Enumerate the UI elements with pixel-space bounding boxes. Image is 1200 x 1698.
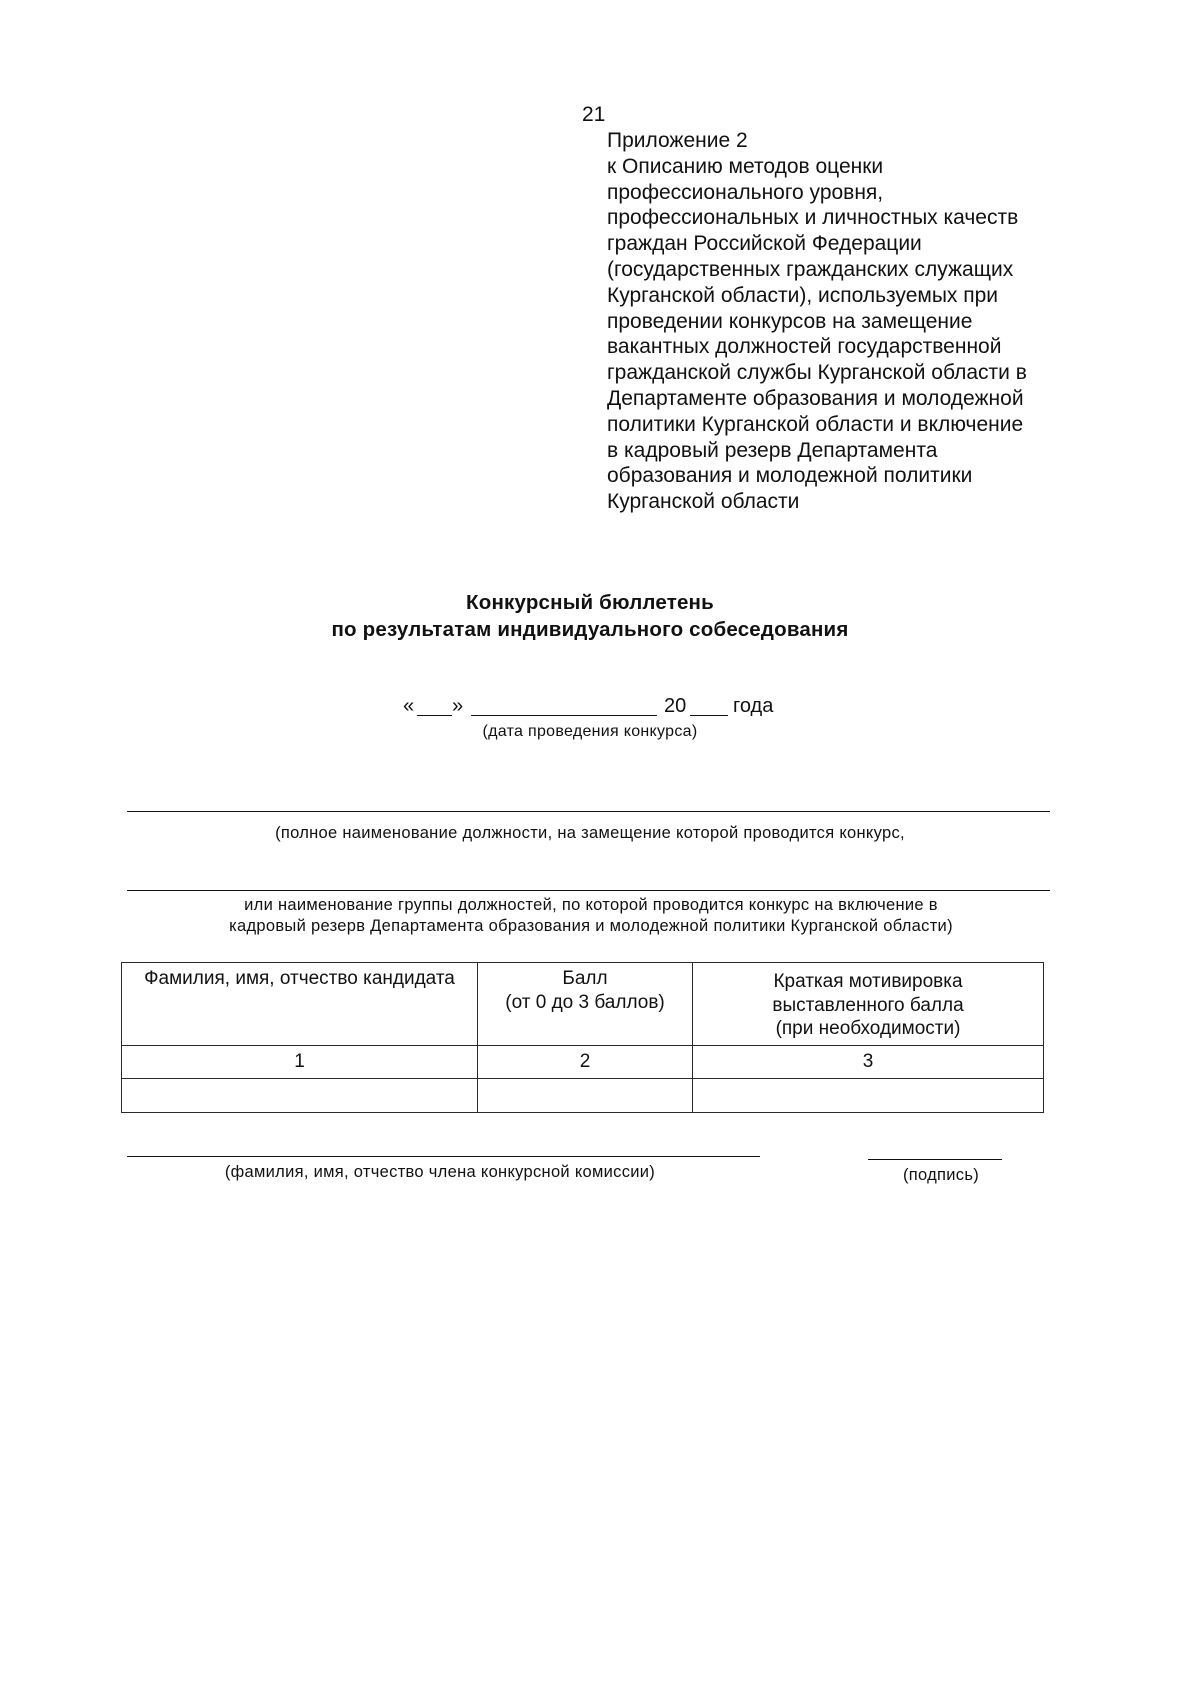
header-line: выставленного балла bbox=[772, 994, 964, 1016]
appendix-line: вакантных должностей государственной bbox=[607, 335, 1002, 359]
year-century: 20 bbox=[664, 695, 687, 717]
table-row bbox=[122, 1079, 1044, 1113]
day-blank-line bbox=[417, 715, 452, 716]
date-quote-open: « bbox=[403, 695, 415, 717]
column-number-row bbox=[122, 1046, 1044, 1079]
month-blank-line bbox=[471, 715, 657, 716]
ballot-heading bbox=[100, 589, 1080, 643]
header-line: Балл bbox=[562, 968, 608, 989]
commission-member-name-line bbox=[127, 1156, 760, 1157]
appendix-line: Курганской области), используемых при bbox=[607, 283, 999, 307]
date-quote-close: » bbox=[452, 695, 464, 717]
justification-cell bbox=[693, 1079, 1044, 1113]
year-word: года bbox=[733, 695, 774, 717]
appendix-line: (государственных гражданских служащих bbox=[607, 257, 1014, 281]
header-line: Фамилия, имя, отчество кандидата bbox=[144, 968, 455, 989]
year-blank-line bbox=[690, 715, 728, 716]
score-cell bbox=[478, 1079, 693, 1113]
header-line: (от 0 до 3 баллов) bbox=[505, 991, 665, 1013]
appendix-line: гражданской службы Курганской области в bbox=[607, 361, 1027, 385]
candidate-name-cell bbox=[122, 1079, 478, 1113]
appendix-line: Департаменте образования и молодежной bbox=[607, 386, 1024, 410]
column-number: 3 bbox=[693, 1046, 1044, 1079]
header-line: Краткая мотивировка bbox=[773, 971, 963, 992]
appendix-title: Приложение 2 bbox=[607, 129, 748, 152]
date-caption: (дата проведения конкурса) bbox=[482, 723, 698, 740]
appendix-line: в кадровый резерв Департамента bbox=[607, 438, 938, 462]
page-number: 21 bbox=[582, 103, 606, 126]
appendix-line: Курганской области bbox=[607, 490, 800, 514]
commission-member-name-caption: (фамилия, имя, отчество члена конкурсной комиссии) bbox=[224, 1163, 656, 1181]
signature-caption: (подпись) bbox=[902, 1166, 980, 1184]
header-line: (при необходимости) bbox=[775, 1018, 961, 1039]
appendix-line: к Описанию методов оценки bbox=[607, 154, 884, 178]
ballot-table bbox=[121, 962, 1044, 1113]
position-blank-line bbox=[127, 811, 1050, 812]
appendix-line: граждан Российской Федерации bbox=[607, 232, 922, 256]
column-number: 1 bbox=[122, 1046, 478, 1079]
signature-line bbox=[868, 1159, 1002, 1160]
appendix-line: проведении конкурсов на замещение bbox=[607, 309, 973, 333]
ballot-title: Конкурсный бюллетень bbox=[466, 591, 714, 614]
header-justification bbox=[693, 963, 1044, 1046]
column-number: 2 bbox=[478, 1046, 693, 1079]
table-header-row bbox=[122, 963, 1044, 1046]
group-caption bbox=[100, 895, 1082, 937]
header-score bbox=[478, 963, 693, 1046]
group-caption-line: или наименование группы должностей, по которой проводится конкурс на включение в bbox=[244, 896, 938, 914]
ballot-subtitle: по результатам индивидуального собеседования bbox=[331, 618, 849, 641]
header-candidate-name bbox=[122, 963, 478, 1046]
position-caption: (полное наименование должности, на замещение которой проводится конкурс, bbox=[275, 824, 905, 842]
appendix-line: политики Курганской области и включение bbox=[607, 412, 1024, 436]
group-blank-line bbox=[127, 890, 1050, 891]
appendix-reference bbox=[607, 128, 1027, 515]
group-caption-line: кадровый резерв Департамента образования и молодежной политики Курганской области) bbox=[229, 917, 953, 935]
appendix-line: профессионального уровня, bbox=[607, 180, 884, 204]
appendix-line: образования и молодежной политики bbox=[607, 464, 973, 488]
appendix-line: профессиональных и личностных качеств bbox=[607, 206, 1019, 230]
